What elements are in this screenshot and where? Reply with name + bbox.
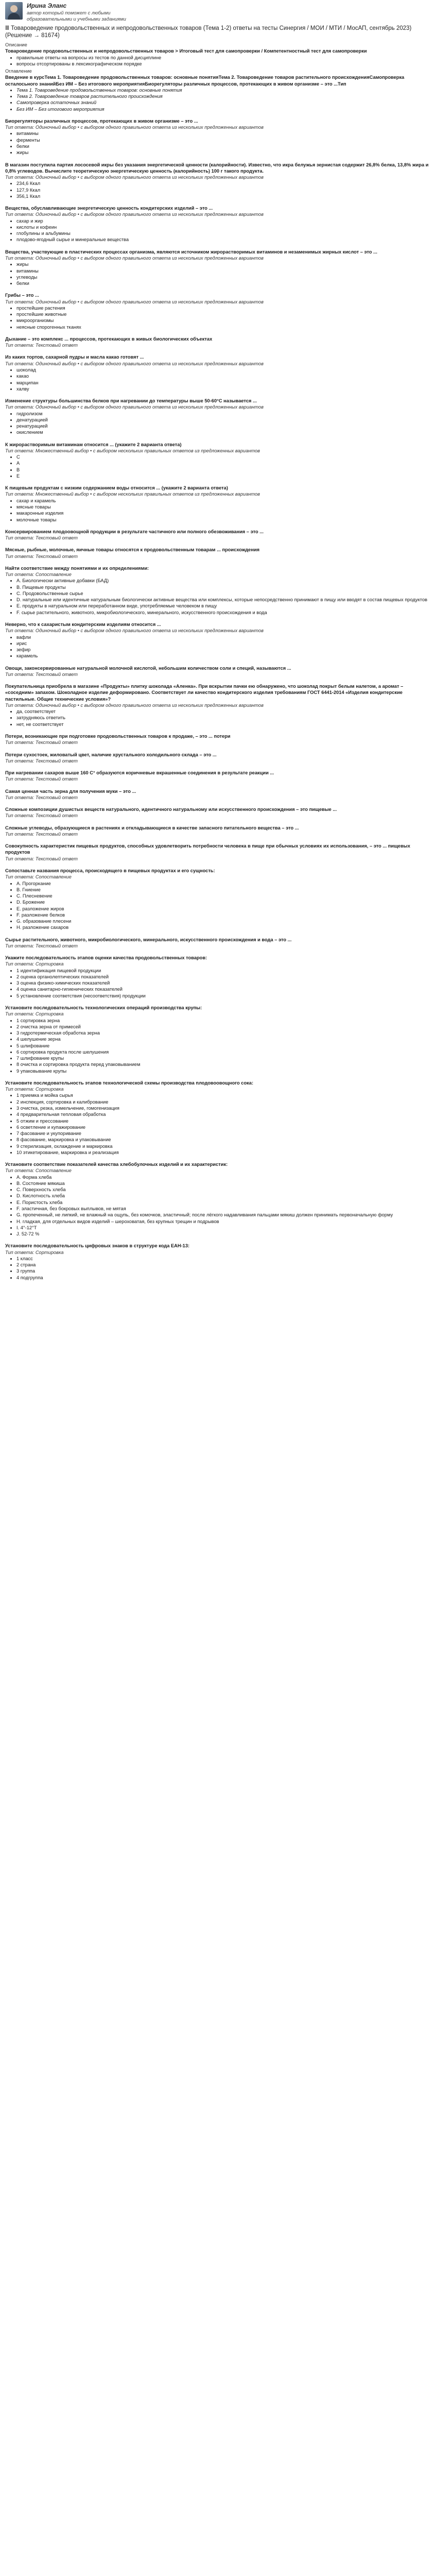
answer-option: • какао	[16, 373, 431, 379]
answer-type: Тип ответа: Одиночный выбор • с выбором одного правильного ответа из нескольких предложенных вариантов	[5, 255, 264, 261]
list-item: • вопросы отсортированы в лексикографическом порядке	[16, 61, 431, 67]
toc-item[interactable]: • Тема 1. Товароведение продовольственных товаров: основные понятия	[16, 87, 431, 93]
answer-option: • витамины	[16, 130, 431, 137]
answer-options	[5, 578, 431, 616]
question-block	[5, 529, 431, 541]
answer-option: • 127,9 Ккал	[16, 187, 431, 193]
answer-options	[5, 1018, 431, 1074]
answer-type: Тип ответа: Текстовый ответ	[5, 943, 78, 948]
question-block	[5, 955, 431, 999]
answer-option: • 356,1 Ккал	[16, 193, 431, 199]
question-title: Дыхание – это комплекс ... процессов, протекающих в живых биологических объектах	[5, 336, 213, 342]
answer-option: • зефир	[16, 647, 431, 653]
answer-type: Тип ответа: Одиночный выбор • с выбором одного правильного ответа из нескольких предложенных вариантов	[5, 125, 264, 130]
answer-type: Тип ответа: Сортировка	[5, 1249, 64, 1255]
question-block	[5, 665, 431, 678]
answer-type: Тип ответа: Текстовый ответ	[5, 813, 78, 819]
answer-type: Тип ответа: Сопоставление	[5, 874, 72, 880]
question-block	[5, 621, 431, 659]
answer-type: Тип ответа: Текстовый ответ	[5, 856, 78, 861]
question-title: Неверно, что к сахаристым кондитерским изделиям относится ...	[5, 622, 161, 627]
toc-item[interactable]: • Тема 2. Товароведение товаров растительного происхождения	[16, 93, 431, 99]
toc-item[interactable]: • Без ИМ – Без итогового мероприятия	[16, 106, 431, 112]
answer-type: Тип ответа: Одиночный выбор • с выбором одного правильного ответа из нескольких предложенных вариантов	[5, 628, 264, 634]
answer-options	[5, 367, 431, 392]
answer-option: • 4 оценка санитарно-гигиенических показателей	[16, 986, 431, 992]
answer-option: • E. разложение жиров	[16, 906, 431, 912]
question-title: Установите последовательность цифровых знаков в структуре кода ЕАН-13:	[5, 1243, 190, 1249]
answer-option: • 1 идентификация пищевой продукции	[16, 968, 431, 974]
question-title: Сложные углеводы, образующиеся в растениях и откладывающиеся в качестве запасного питательного вещества – это ...	[5, 825, 299, 831]
answer-type: Тип ответа: Одиночный выбор • с выбором одного правильного ответа из нескольких предложенных вариантов	[5, 212, 264, 217]
answer-option: • ренатурацией	[16, 423, 431, 429]
questions-list	[5, 118, 431, 1281]
author-description: автор который поможет с любыми образовательными и учебными заданиями	[27, 10, 126, 22]
answer-type: Тип ответа: Сопоставление	[5, 1168, 72, 1174]
page	[0, 0, 436, 1287]
answer-option: • H. гладкая, для отдельных видов изделий – шероховатая, без крупных трещин и подрывов	[16, 1218, 431, 1225]
answer-option: • плодово-ягодный сырье и минеральные вещества	[16, 236, 431, 243]
answer-option: • ферменты	[16, 137, 431, 143]
question-block	[5, 683, 431, 727]
question-title: Грибы – это ...	[5, 293, 39, 298]
question-title: Вещества, участвующие в пластических процессах организма, являются источником жирорастворимых витаминов и незаменимых жирных кислот – это ...	[5, 249, 377, 255]
toc-label: Оглавление	[5, 69, 32, 74]
answer-type: Тип ответа: Множественный выбор • с выбором нескольких правильных ответов из предложенных вариантов	[5, 492, 260, 497]
answer-option: • да, соответствует	[16, 708, 431, 715]
question-title: В магазин поступила партия лососевой икры без указания энергетической ценности (калорийности). Известно, что икра белужья зернистая содержит 26,8% белка, 13,8% жира и 0,8% углеводов. Вычислите теоретическую энергетическую ценность (калорийность) 100 г такого продукта.	[5, 162, 429, 174]
question-title: Укажите последовательность этапов оценки качества продовольственных товаров:	[5, 955, 207, 961]
question-title: Найти соответствие между понятиями и их определениями:	[5, 565, 149, 571]
question-block	[5, 806, 431, 819]
answer-option: • F. сырье растительного, животного, микробиологического, минерального, искусственного происхождения и вода	[16, 609, 431, 616]
answer-option: • 10 этикетирование, маркировка и реализация	[16, 1149, 431, 1156]
answer-option: • B. Гниение	[16, 887, 431, 893]
question-block	[5, 1243, 431, 1281]
answer-options	[5, 968, 431, 999]
question-title: Сложные композиции душистых веществ натурального, идентичного натуральному или искусственного происхождения – это пищевые ...	[5, 807, 337, 812]
answer-options	[5, 454, 431, 479]
question-title: Мясные, рыбные, молочные, яичные товары относятся к продовольственным товарам ... происхождения	[5, 547, 260, 553]
answer-option: • неясные спорогенных тканях	[16, 324, 431, 330]
question-title: Самая ценная часть зерна для получения муки – это ...	[5, 788, 136, 794]
answer-option: • А	[16, 460, 431, 466]
question-title: Из каких тортов, сахарной пудры и масла какао готовят ...	[5, 354, 144, 360]
answer-type: Тип ответа: Множественный выбор • с выбором нескольких правильных ответов из предложенных вариантов	[5, 448, 260, 453]
answer-options	[5, 708, 431, 727]
answer-type: Тип ответа: Одиночный выбор • с выбором одного правильного ответа из нескольких предложенных вариантов	[5, 404, 264, 410]
answer-type: Тип ответа: Сортировка	[5, 1011, 64, 1017]
answer-option: • G. образование плесени	[16, 918, 431, 924]
answer-options	[5, 634, 431, 659]
answer-option: • марципан	[16, 380, 431, 386]
answer-option: • 4 предварительная тепловая обработка	[16, 1111, 431, 1117]
answer-options	[5, 218, 431, 243]
question-block	[5, 937, 431, 950]
answer-type: Тип ответа: Сопоставление	[5, 572, 72, 578]
question-block	[5, 547, 431, 560]
toc-item[interactable]: • Самопроверка остаточных знаний	[16, 99, 431, 106]
answer-option: • витамины	[16, 268, 431, 274]
answer-option: • F. разложение белков	[16, 912, 431, 918]
description-label: Описание	[5, 42, 27, 48]
answer-options	[5, 1092, 431, 1156]
answer-option: • A. Биологически активные добавки (БАД)	[16, 578, 431, 584]
answer-option: • денатурацией	[16, 417, 431, 423]
answer-type: Тип ответа: Сортировка	[5, 961, 64, 967]
question-title: Биорегуляторы различных процессов, протекающих в живом организме – это ...	[5, 118, 198, 124]
answer-type: Тип ответа: Одиночный выбор • с выбором одного правильного ответа из нескольких предложенных вариантов	[5, 175, 264, 180]
answer-option: • 3 группа	[16, 1268, 431, 1274]
answer-option: • молочные товары	[16, 517, 431, 523]
answer-option: • 1 сортировка зерна	[16, 1018, 431, 1024]
answer-option: • 6 сортировка продукта после шелушения	[16, 1049, 431, 1055]
question-title: Покупательница приобрела в магазине «Продукты» плитку шоколада «Аленка». При вскрытии пачки ею обнаружено, что шоколад покрыт белым налетом, а аромат – «соседним» запахом. Шоколадное изделие деформировано. Соответствует ли качество кондитерского изделия требованиям ГОСТ 6441-2014 «Изделия кондитерские пастильные. Общие технические условия»?	[5, 684, 404, 702]
answer-option: • C. Поверхность хлеба	[16, 1187, 431, 1193]
answer-option: • C. Плесневение	[16, 893, 431, 899]
answer-option: • D. Кислотность хлеба	[16, 1193, 431, 1199]
answer-type: Тип ответа: Одиночный выбор • с выбором одного правильного ответа из нескольких предложенных вариантов	[5, 702, 264, 708]
answer-option: • С	[16, 454, 431, 460]
answer-option: • 2 оценка органолептических показателей	[16, 974, 431, 980]
answer-option: • B. Состояние мякиша	[16, 1180, 431, 1187]
answer-option: • 7 фасование и укупоривание	[16, 1130, 431, 1137]
question-block	[5, 336, 431, 349]
answer-options	[5, 880, 431, 931]
author-info	[27, 2, 150, 23]
answer-option: • J. 52-72 %	[16, 1231, 431, 1237]
answer-option: • 9 упаковывание крупы	[16, 1068, 431, 1074]
question-block	[5, 485, 431, 523]
answer-option: • 3 гидротермическая обработка зерна	[16, 1030, 431, 1036]
question-block	[5, 868, 431, 931]
question-title: Изменение структуры большинства белков при нагревании до температуры выше 50-60°С называется ...	[5, 398, 257, 404]
answer-option: • B. Пищевые продукты	[16, 584, 431, 590]
answer-option: • простейшие растения	[16, 305, 431, 311]
answer-option: • шоколад	[16, 367, 431, 373]
answer-option: • жиры	[16, 149, 431, 156]
answer-option: • 2 страна	[16, 1262, 431, 1268]
answer-type: Тип ответа: Текстовый ответ	[5, 831, 78, 837]
question-block	[5, 442, 431, 480]
question-block	[5, 249, 431, 287]
answer-option: • глобулины и альбумины	[16, 230, 431, 236]
question-block	[5, 843, 431, 862]
answer-type: Тип ответа: Одиночный выбор • с выбором одного правильного ответа из нескольких предложенных вариантов	[5, 361, 264, 366]
avatar[interactable]	[5, 2, 23, 20]
answer-option: • вафли	[16, 634, 431, 640]
answer-option: • 8 фасование, маркировка и упаковывание	[16, 1137, 431, 1143]
answer-type: Тип ответа: Одиночный выбор • с выбором одного правильного ответа из нескольких предложенных вариантов	[5, 299, 264, 304]
question-title: К пищевым продуктам с низким содержанием воды относится ... (укажите 2 варианта ответа)	[5, 485, 228, 491]
answer-option: • 5 шлифование	[16, 1043, 431, 1049]
answer-options	[5, 1256, 431, 1281]
answer-option: • F. эластичная, без бокровых выплывов, не мятая	[16, 1206, 431, 1212]
question-block	[5, 205, 431, 243]
answer-option: • мясные товары	[16, 504, 431, 510]
description-text: Товароведение продовольственных и непродовольственных товаров > Итоговый тест для самопроверки / Компетентностный тест для самопроверки	[5, 48, 367, 54]
answer-option: • I. 4°-12°Т	[16, 1225, 431, 1231]
answer-option: • углеводы	[16, 274, 431, 280]
answer-options	[5, 411, 431, 436]
answer-options	[5, 261, 431, 286]
answer-option: • 3 очистка, резка, измельчение, гомогенизация	[16, 1105, 431, 1111]
answer-options	[5, 130, 431, 156]
answer-option: • окислением	[16, 429, 431, 435]
answer-option: • 5 установление соответствия (несоответствия) продукции	[16, 993, 431, 999]
answer-option: • H. разложение сахаров	[16, 924, 431, 930]
question-title: При нагревании сахаров выше 160 С° образуются коричневые вкрашенные соединения в результате реакции ...	[5, 770, 274, 776]
question-block	[5, 1161, 431, 1237]
answer-option: • сахар и жир	[16, 218, 431, 224]
answer-option: • затрудняюсь ответить	[16, 715, 431, 721]
answer-type: Тип ответа: Текстовый ответ	[5, 776, 78, 782]
list-item: • правильные ответы на вопросы из тестов по данной дисциплине	[16, 55, 431, 61]
answer-option: • E. продукты в натуральном или переработанном виде, употребляемые человеком в пищу	[16, 603, 431, 609]
question-block	[5, 1005, 431, 1074]
answer-type: Тип ответа: Текстовый ответ	[5, 343, 78, 348]
answer-option: • 8 очистка и сортировка продукта перед упаковыванием	[16, 1061, 431, 1067]
question-title: Установите последовательность этапов технологической схемы производства плодовоовощного сока:	[5, 1080, 254, 1086]
answer-option: • гидролизом	[16, 411, 431, 417]
answer-option: • макаронные изделия	[16, 510, 431, 516]
answer-option: • сахар и карамель	[16, 498, 431, 504]
document-title: Ⅲ Товароведение продовольственных и непродовольственных товаров (Тема 1-2) ответы на тесты Синергия / МОИ / МТИ / МосАП, сентябрь 2023) (Решение → 81674)	[5, 25, 412, 39]
answer-type: Тип ответа: Текстовый ответ	[5, 535, 78, 541]
answer-options	[5, 1174, 431, 1238]
answer-option: • C. Продовольственные сырье	[16, 590, 431, 597]
question-title: К жирорастворимым витаминам относится ... (укажите 2 варианта ответа)	[5, 442, 182, 447]
question-title: Установите соответствие показателей качества хлебобулочных изделий и их характеристик:	[5, 1162, 228, 1167]
author-header	[5, 2, 431, 23]
question-block	[5, 788, 431, 801]
answer-option: • A. Форма хлеба	[16, 1174, 431, 1180]
question-title: Установите последовательность технологических операций производства крупы:	[5, 1005, 202, 1011]
answer-option: • нет, не соответствует	[16, 721, 431, 727]
answer-option: • В	[16, 467, 431, 473]
answer-option: • 6 осветление и купажирование	[16, 1124, 431, 1130]
answer-option: • E. Пористость хлеба	[16, 1199, 431, 1206]
answer-option: • 5 отжим и прессование	[16, 1118, 431, 1124]
question-block	[5, 118, 431, 156]
answer-options	[5, 180, 431, 199]
answer-option: • 4 подгруппа	[16, 1275, 431, 1281]
answer-type: Тип ответа: Текстовый ответ	[5, 794, 78, 800]
answer-option: • 4 шелушение зерна	[16, 1036, 431, 1042]
question-title: Совокупность характеристик пищевых продуктов, способных удовлетворить потребности человека в пище при обычных условиях их использования, – это ... пищевых продуктов	[5, 843, 410, 855]
answer-option: • D. натуральные или идентичные натуральным биологически активные вещества или комплексы, которые непосредственно принимают в пищу или вводят в состав пищевых продуктов	[16, 597, 431, 603]
answer-option: • белки	[16, 143, 431, 149]
answer-option: • Е	[16, 473, 431, 479]
answer-options	[5, 305, 431, 330]
question-block	[5, 752, 431, 765]
answer-option: • белки	[16, 280, 431, 286]
description-list	[5, 55, 431, 67]
answer-option: • карамель	[16, 653, 431, 659]
answer-option: • микроорганизмы	[16, 317, 431, 324]
question-block	[5, 770, 431, 783]
answer-type: Тип ответа: Сортировка	[5, 1087, 64, 1092]
answer-option: • 7 шлифование крупы	[16, 1055, 431, 1061]
question-block	[5, 825, 431, 838]
question-title: Овощи, законсервированные натуральной молочной кислотой, небольшим количеством соли и специй, называются ...	[5, 665, 291, 671]
question-title: Потери, возникающие при подготовке продовольственных товаров к продаже, – это ... потери	[5, 733, 231, 739]
answer-type: Тип ответа: Текстовый ответ	[5, 553, 78, 559]
question-block	[5, 1080, 431, 1156]
answer-option: • ирис	[16, 640, 431, 647]
answer-option: • 2 очистка зерна от примесей	[16, 1024, 431, 1030]
answer-option: • 1 класс	[16, 1256, 431, 1262]
question-title: Потери сухостоек, жиловатый цвет, наличие хрустального холодильного склада – это ...	[5, 752, 217, 757]
question-title: Консервированием плодоовощной продукции в результате частичного или полного обезвоживания – это ...	[5, 529, 264, 534]
author-name[interactable]: Ирина Эланс	[27, 2, 67, 9]
answer-option: • простейшие животные	[16, 311, 431, 317]
question-block	[5, 292, 431, 330]
question-title: Вещества, обуславливающие энергетическую ценность кондитерских изделий – это ...	[5, 206, 213, 211]
answer-option: • D. Брожение	[16, 899, 431, 905]
answer-option: • жиры	[16, 261, 431, 267]
answer-option: • 1 приемка и мойка сырья	[16, 1092, 431, 1098]
answer-options	[5, 498, 431, 523]
question-block	[5, 565, 431, 616]
answer-option: • A. Прогоркание	[16, 880, 431, 887]
answer-option: • G. пропеченный, не липкий, не влажный на ощупь, без комочков, эластичный; после лёгкого надавливания пальцами мякиш должен принимать первоначальную форму	[16, 1212, 431, 1218]
answer-option: • кислоты и кофеин	[16, 224, 431, 230]
question-block	[5, 162, 431, 200]
answer-type: Тип ответа: Текстовый ответ	[5, 671, 78, 677]
answer-option: • 2 инспекция, сортировка и калибрование	[16, 1099, 431, 1105]
answer-option: • 234,6 Ккал	[16, 180, 431, 187]
question-block	[5, 354, 431, 392]
answer-type: Тип ответа: Текстовый ответ	[5, 740, 78, 745]
answer-option: • 3 оценка физико-химических показателей	[16, 980, 431, 986]
toc-intro: Введение в курсТема 1. Товароведение продовольственных товаров: основные понятияТема 2. Товароведение товаров растительного происхожденияСамопроверка осталосьного знанийБез ИМ – Без итогового мероприятияБиорегуляторы различных процессов, протекающих в живом организме – это ...Тип	[5, 75, 405, 87]
toc-list	[5, 87, 431, 112]
answer-option: • халву	[16, 386, 431, 392]
answer-type: Тип ответа: Текстовый ответ	[5, 758, 78, 764]
question-block	[5, 733, 431, 746]
question-block	[5, 398, 431, 436]
answer-option: • 9 стерилизация, охлаждение и маркировка	[16, 1143, 431, 1149]
question-title: Сопоставьте названия процесса, происходящего в пищевых продуктах и его сущность:	[5, 868, 215, 873]
question-title: Сырье растительного, животного, микробиологического, минерального, искусственного происхождения и вода – это ...	[5, 937, 292, 942]
